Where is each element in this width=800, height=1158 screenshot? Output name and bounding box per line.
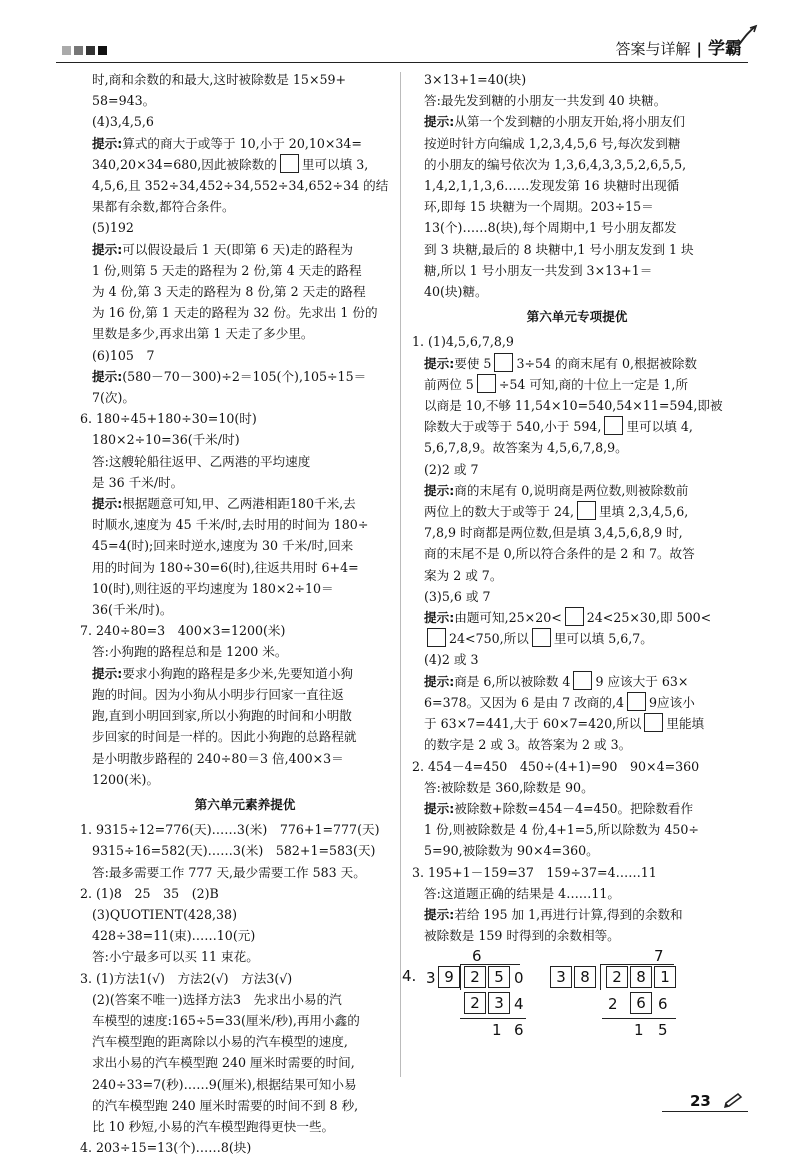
- section-title: 第六单元专项提优: [526, 309, 628, 325]
- text-line: [80, 111, 410, 132]
- text-line: [80, 578, 410, 599]
- remainder-digit: 6: [514, 1021, 524, 1040]
- line-text: 5,6,7,8,9。故答案为 4,5,6,7,8,9。: [424, 440, 628, 456]
- text-line: [80, 217, 410, 238]
- text-line: [412, 671, 742, 692]
- text-line: [80, 883, 410, 904]
- line-text: 40(块)糖。: [424, 284, 488, 300]
- line-text-cont: 24<750,所以: [449, 631, 529, 647]
- page-header: [56, 32, 748, 63]
- text-line: [412, 154, 742, 175]
- line-text: 5=90,被除数为 90×4=360。: [424, 843, 599, 859]
- text-line: [80, 90, 410, 111]
- text-line: [412, 607, 742, 628]
- line-text: (580－70－300)÷2＝105(个),105÷15＝: [122, 368, 367, 384]
- text-line: [80, 323, 410, 344]
- line-text-cont: 里填 2,3,4,5,6,: [598, 504, 689, 520]
- text-line: [80, 1116, 410, 1137]
- line-text: 用的时间为 180÷30=6(时),往返共用时 6+4=: [92, 559, 359, 575]
- hint-label: 提示:: [92, 665, 123, 681]
- text-line: [412, 840, 742, 861]
- text-line: [412, 437, 742, 458]
- text-line: [80, 154, 410, 175]
- remainder-digit: 1: [634, 1021, 644, 1040]
- text-line: [80, 989, 410, 1010]
- line-text: 按逆时针方向编成 1,2,3,4,5,6 号,每次发到糖: [424, 135, 681, 151]
- line-text: 求出小易的汽车模型跑 240 厘米时需要的时间,: [92, 1055, 355, 1071]
- text-line: [412, 777, 742, 798]
- line-text: 答:这艘轮船往返甲、乙两港的平均速度: [92, 453, 311, 469]
- division-rule: [460, 1018, 526, 1019]
- hint-label: 提示:: [424, 906, 455, 922]
- hint-label: 提示:: [424, 800, 455, 816]
- text-line: [80, 1010, 410, 1031]
- division-bracket: [460, 964, 461, 990]
- line-text: 1. 9315÷12=776(天)……3(米) 776+1=777(天): [80, 822, 380, 838]
- line-text: 跑,直到小明回到家,所以小狗跑的时间和小明散: [92, 708, 352, 724]
- line-text: 汽车模型跑的距离除以小易的汽车模型的速度,: [92, 1034, 348, 1050]
- line-text: 13(个)……8(块),每个周期中,1 号小朋友都发: [424, 220, 677, 236]
- line-text: 两位上的数大于或等于 24,: [424, 504, 574, 520]
- blank-box: [565, 607, 584, 626]
- text-line: [412, 522, 742, 543]
- text-line: [412, 480, 742, 501]
- line-text: 答:最多需要工作 777 天,最少需要工作 583 天。: [92, 864, 366, 880]
- text-line: [80, 239, 410, 260]
- text-line: [412, 111, 742, 132]
- line-text: 6=378。又因为 6 是由 7 改商的,4: [424, 694, 624, 710]
- text-line: [412, 90, 742, 111]
- text-line: [80, 260, 410, 281]
- blank-box: [494, 353, 513, 372]
- text-line: [412, 196, 742, 217]
- hint-label: 提示:: [92, 368, 123, 384]
- line-text: 从第一个发到糖的小朋友开始,将小朋友们: [454, 114, 685, 130]
- page-number: 23: [690, 1092, 711, 1110]
- text-line: [80, 387, 410, 408]
- line-text: 商的末尾不是 0,所以符合条件的是 2 和 7。故答: [424, 546, 695, 562]
- line-text-cont: ÷54 可知,商的十位上一定是 1,所: [498, 376, 688, 392]
- line-text: 7. 240÷80=3 400×3=1200(米): [80, 623, 286, 639]
- remainder-digit: 5: [658, 1021, 668, 1040]
- line-text: 算式的商大于或等于 10,小于 20,10×34=: [122, 135, 362, 151]
- pencil-icon: [722, 1092, 744, 1110]
- text-line: [80, 769, 410, 790]
- text-line: [412, 586, 742, 607]
- text-line: [412, 565, 742, 586]
- line-text: 于 63×7=441,大于 60×7=420,所以: [424, 716, 642, 732]
- product-digit: 2: [608, 995, 618, 1014]
- line-text: 为 16 份,第 1 天走的路程为 32 份。先求出 1 份的: [92, 305, 378, 321]
- line-text: 45=4(时);回来时逆水,速度为 30 千米/时,回来: [92, 538, 354, 554]
- text-line: [80, 748, 410, 769]
- text-line: [412, 395, 742, 416]
- product-digit: 4: [514, 995, 524, 1014]
- text-line: [80, 705, 410, 726]
- text-line: [412, 756, 742, 777]
- text-line: [412, 543, 742, 564]
- brand-swoosh-icon: [736, 24, 758, 48]
- header-square-2: [74, 46, 83, 55]
- line-text: 的数字是 2 或 3。故答案为 2 或 3。: [424, 737, 632, 753]
- header-title: 答案与详解: [615, 40, 691, 58]
- line-text: 答:小狗跑的路程总和是 1200 米。: [92, 644, 288, 660]
- text-line: [412, 175, 742, 196]
- dividend-box-digit: 1: [654, 966, 676, 988]
- text-line: [80, 133, 410, 154]
- line-text: (3)QUOTIENT(428,38): [92, 906, 237, 922]
- line-text: 为 4 份,第 3 天走的路程为 8 份,第 2 天走的路程: [92, 284, 366, 300]
- text-line: [80, 451, 410, 472]
- text-line: [412, 353, 742, 374]
- line-text: 2. (1)8 25 35 (2)B: [80, 885, 219, 901]
- line-text: 根据题意可知,甲、乙两港相距180千米,去: [122, 496, 356, 512]
- text-line: [80, 557, 410, 578]
- text-line: [412, 649, 742, 670]
- text-line: [412, 925, 742, 946]
- line-text: 3. 195+1－159=37 159÷37=4……11: [412, 864, 657, 880]
- line-text: (6)105 7: [92, 347, 155, 363]
- line-text: 的汽车模型跑 240 厘米时需要的时间不到 8 秒,: [92, 1097, 359, 1113]
- line-text-cont: 9应该小: [649, 694, 695, 710]
- text-line: [80, 620, 410, 641]
- line-text-cont: 里可以填 4,: [626, 419, 693, 435]
- blank-box: [644, 713, 663, 732]
- division-label: 4.: [402, 967, 417, 986]
- line-text: 7(次)。: [92, 390, 136, 406]
- divisor-box-digit: 9: [438, 966, 460, 988]
- dividend-box-digit: 8: [630, 966, 652, 988]
- line-text: 9315÷16=582(天)……3(米) 582+1=583(天): [92, 843, 376, 859]
- text-line: [412, 819, 742, 840]
- line-text: 10(时),则往返的平均速度为 180×2÷10＝: [92, 580, 334, 596]
- text-line: [412, 69, 742, 90]
- divisor-box-digit: 8: [574, 966, 596, 988]
- line-text-cont: 24<25×30,即 500<: [586, 610, 712, 626]
- text-line: [80, 1095, 410, 1116]
- text-line: [80, 862, 410, 883]
- blank-box: [577, 501, 596, 520]
- hint-label: 提示:: [424, 482, 455, 498]
- line-text: 180×2÷10=36(千米/时): [92, 432, 240, 448]
- text-line: [412, 133, 742, 154]
- text-line: [80, 408, 410, 429]
- text-line: [80, 1137, 410, 1158]
- divisor-box-digit: 3: [550, 966, 572, 988]
- line-text: 答:小宁最多可以买 11 束花。: [92, 949, 259, 965]
- text-line: [412, 692, 742, 713]
- line-text: (4)3,4,5,6: [92, 114, 154, 130]
- line-text: (2)2 或 7: [424, 461, 479, 477]
- line-text: 可以假设最后 1 天(即第 6 天)走的路程为: [122, 241, 354, 257]
- text-line: [80, 599, 410, 620]
- text-line: [412, 331, 742, 352]
- hint-label: 提示:: [424, 673, 455, 689]
- text-line: [80, 904, 410, 925]
- line-text: 时,商和余数的和最大,这时被除数是 15×59+: [92, 72, 347, 87]
- text-line: [412, 416, 742, 437]
- long-division-block: [402, 946, 742, 1041]
- dividend-digit: 0: [514, 969, 524, 988]
- text-line: [80, 69, 410, 90]
- line-text: 3. (1)方法1(√) 方法2(√) 方法3(√): [80, 970, 293, 986]
- line-text: 6. 180÷45+180÷30=10(时): [80, 411, 257, 427]
- line-text: 7,8,9 时商都是两位数,但是填 3,4,5,6,8,9 时,: [424, 525, 683, 541]
- text-line: [412, 374, 742, 395]
- right-column: [402, 69, 742, 1041]
- line-text: 前两位 5: [424, 376, 474, 392]
- product-box-digit: 2: [464, 992, 486, 1014]
- blank-box: [427, 628, 446, 647]
- line-text-cont: 3÷54 的商末尾有 0,根据被除数: [516, 355, 698, 371]
- line-text: 若给 195 加 1,再进行计算,得到的余数和: [454, 906, 683, 922]
- hint-label: 提示:: [424, 610, 455, 626]
- line-text: 3×13+1=40(块): [424, 72, 527, 87]
- text-line: [412, 734, 742, 755]
- text-line: [80, 535, 410, 556]
- text-line: [80, 302, 410, 323]
- line-text-cont: 9 应该大于 63×: [595, 673, 689, 689]
- line-text: 1,4,2,1,1,3,6……发现发第 16 块糖时出现循: [424, 178, 680, 194]
- text-line: [412, 862, 742, 883]
- text-line: [412, 260, 742, 281]
- dividend-box-digit: 2: [464, 966, 486, 988]
- line-text: 是小明散步路程的 240÷80＝3 倍,400×3＝: [92, 750, 344, 766]
- text-line: [80, 819, 410, 840]
- line-text: 1 份,则第 5 天走的路程为 2 份,第 4 天走的路程: [92, 262, 362, 278]
- text-line: [80, 968, 410, 989]
- text-line: [412, 459, 742, 480]
- division-bracket: [600, 964, 601, 990]
- line-text: 1 份,则被除数是 4 份,4+1=5,所以除数为 450÷: [424, 822, 699, 838]
- hint-label: 提示:: [92, 496, 123, 512]
- line-text: 除数大于或等于 540,小于 594,: [424, 419, 602, 435]
- line-text: 58=943。: [92, 93, 156, 109]
- text-line: [80, 663, 410, 684]
- section-title: 第六单元素养提优: [194, 796, 296, 812]
- line-text: 以商是 10,不够 11,54×10=540,54×11=594,即被: [424, 398, 723, 414]
- line-text: 被除数+除数=454－4=450。把除数看作: [454, 800, 694, 816]
- line-text: 被除数是 159 时得到的余数相等。: [424, 928, 620, 944]
- text-line: [412, 798, 742, 819]
- header-right: [616, 34, 743, 59]
- line-text: 案为 2 或 7。: [424, 567, 503, 583]
- text-line: [80, 1052, 410, 1073]
- line-text: 的小朋友的编号依次为 1,3,6,4,3,3,5,2,6,5,5,: [424, 156, 687, 172]
- line-text: 跑的时间。因为小狗从小明步行回家一直往返: [92, 686, 344, 702]
- line-text: 到 3 块糖,最后的 8 块糖中,1 号小朋友发到 1 块: [424, 241, 694, 257]
- product-box-digit: 3: [488, 992, 510, 1014]
- text-line: [412, 239, 742, 260]
- line-text: 由题可知,25×20<: [454, 610, 562, 626]
- remainder-digit: 1: [492, 1021, 502, 1040]
- line-text: (2)(答案不唯一)选择方法3 先求出小易的汽: [92, 991, 342, 1007]
- text-line: [80, 726, 410, 747]
- hint-label: 提示:: [92, 135, 123, 151]
- blank-box: [627, 692, 646, 711]
- line-text: 比 10 秒短,小易的汽车模型跑得更快一些。: [92, 1118, 335, 1134]
- division-rule: [460, 964, 520, 965]
- blank-box: [532, 628, 551, 647]
- text-line: [80, 345, 410, 366]
- line-text-cont: 里能填: [666, 716, 705, 732]
- line-text: 果都有余数,都符合条件。: [92, 199, 235, 215]
- text-line: [80, 925, 410, 946]
- line-text: (3)5,6 或 7: [424, 588, 491, 604]
- quotient-digit: 6: [472, 947, 482, 966]
- text-line: [412, 501, 742, 522]
- hint-label: 提示:: [92, 241, 123, 257]
- line-text: 1200(米)。: [92, 771, 160, 787]
- line-text: 要使 5: [454, 355, 492, 371]
- left-column: [80, 69, 410, 1158]
- blank-box: [604, 416, 623, 435]
- line-text: 车模型的速度:165÷5=33(厘米/秒),再用小鑫的: [92, 1012, 360, 1028]
- text-line: [80, 175, 410, 196]
- text-line: [80, 1031, 410, 1052]
- line-text: 商是 6,所以被除数 4: [454, 673, 571, 689]
- line-text-cont: 里可以填 3,: [301, 156, 369, 172]
- line-text: 340,20×34=680,因此被除数的: [92, 156, 277, 172]
- page-number-rule: [662, 1111, 748, 1112]
- text-line: [80, 196, 410, 217]
- header-separator: |: [696, 40, 702, 58]
- header-square-4: [98, 46, 107, 55]
- line-text: 答:这道题正确的结果是 4……11。: [424, 885, 621, 901]
- text-line: [80, 429, 410, 450]
- blank-box: [477, 374, 496, 393]
- line-text: 答:被除数是 360,除数是 90。: [424, 779, 594, 795]
- division-rule: [602, 1018, 676, 1019]
- hint-label: 提示:: [424, 355, 455, 371]
- divisor-digit: 3: [426, 969, 436, 988]
- line-text: 1. (1)4,5,6,7,8,9: [412, 334, 514, 350]
- text-line: [412, 217, 742, 238]
- header-square-1: [62, 46, 71, 55]
- text-line: [80, 840, 410, 861]
- division-rule: [600, 964, 674, 965]
- brand-logo-text: 学霸: [708, 39, 742, 59]
- line-text: 4,5,6,且 352÷34,452÷34,552÷34,652÷34 的结: [92, 178, 389, 194]
- product-digit: 6: [658, 995, 668, 1014]
- text-line: [80, 472, 410, 493]
- line-text: 428÷38=11(束)……10(元): [92, 928, 256, 944]
- line-text: 商的末尾有 0,说明商是两位数,则被除数前: [454, 482, 689, 498]
- text-line: [80, 1074, 410, 1095]
- text-line: [80, 366, 410, 387]
- blank-box: [280, 154, 299, 173]
- hint-label: 提示:: [424, 114, 455, 130]
- line-text-cont: 里可以填 5,6,7。: [553, 631, 653, 647]
- line-text: 240÷33=7(秒)……9(厘米),根据结果可知小易: [92, 1076, 357, 1092]
- text-line: [80, 493, 410, 514]
- line-text: 里数是多少,再求出第 1 天走了多少里。: [92, 326, 314, 342]
- line-text: 答:最先发到糖的小朋友一共发到 40 块糖。: [424, 93, 667, 109]
- line-text: 36(千米/时)。: [92, 602, 173, 618]
- text-line: [412, 713, 742, 734]
- text-line: [80, 514, 410, 535]
- text-line: [412, 281, 742, 302]
- text-line: [80, 684, 410, 705]
- product-box-digit: 6: [630, 992, 652, 1014]
- dividend-box-digit: 5: [488, 966, 510, 988]
- text-line: [412, 883, 742, 904]
- header-square-3: [86, 46, 95, 55]
- line-text: 要求小狗跑的路程是多少米,先要知道小狗: [122, 665, 353, 681]
- text-line: [80, 281, 410, 302]
- dividend-box-digit: 2: [606, 966, 628, 988]
- line-text: 糖,所以 1 号小朋友一共发到 3×13+1＝: [424, 262, 653, 278]
- blank-box: [573, 671, 592, 690]
- quotient-digit: 7: [654, 947, 664, 966]
- text-line: [80, 946, 410, 967]
- text-line: [80, 641, 410, 662]
- line-text: 是 36 千米/时。: [92, 474, 184, 490]
- line-text: (4)2 或 3: [424, 652, 479, 668]
- line-text: 时顺水,速度为 45 千米/时,去时用的时间为 180÷: [92, 517, 369, 533]
- line-text: 环,即每 15 块糖为一个周期。203÷15＝: [424, 199, 654, 215]
- text-line: [412, 628, 742, 649]
- text-line: [412, 904, 742, 925]
- line-text: 步回家的时间是一样的。因此小狗跑的总路程就: [92, 729, 357, 745]
- line-text: 4. 203÷15=13(个)……8(块): [80, 1140, 252, 1156]
- line-text: (5)192: [92, 220, 134, 236]
- line-text: 2. 454－4=450 450÷(4+1)=90 90×4=360: [412, 758, 700, 774]
